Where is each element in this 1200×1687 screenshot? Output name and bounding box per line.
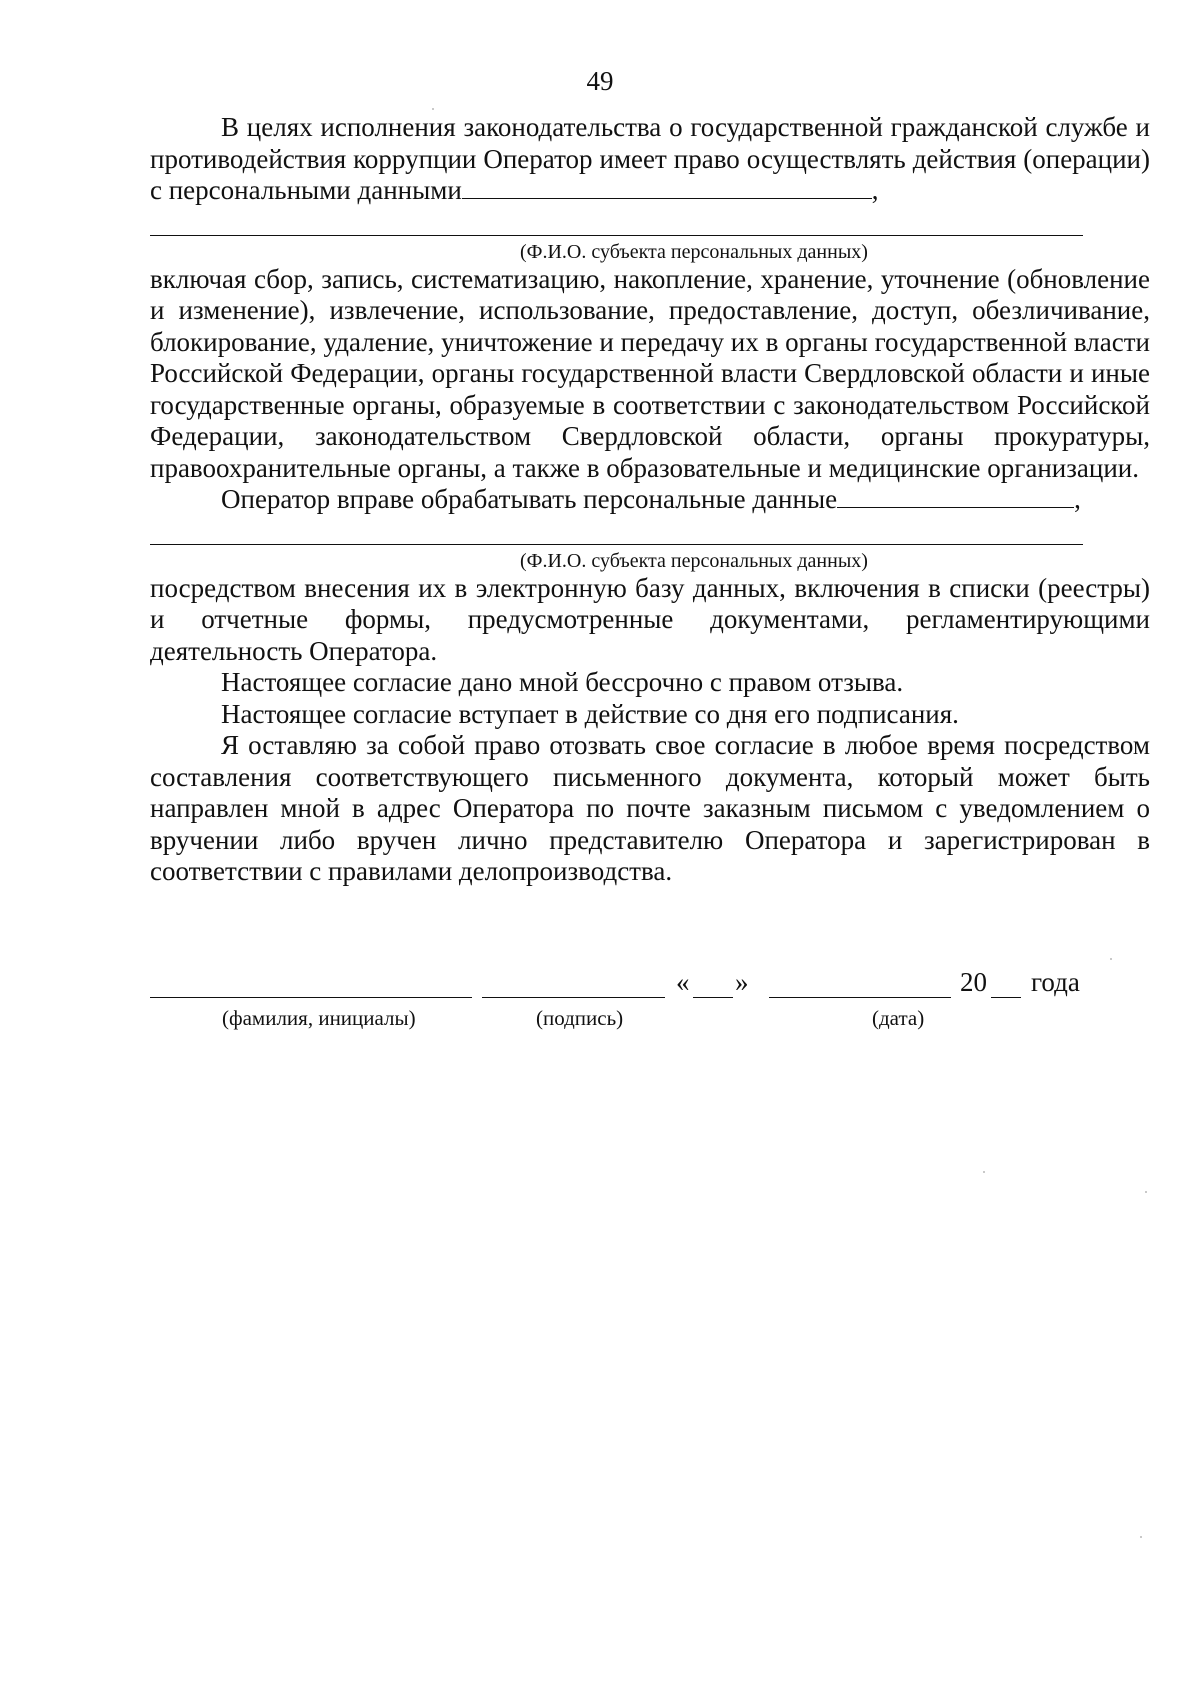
- paragraph-consent-effective: Настоящее согласие вступает в действие со дня его подписания.: [221, 698, 959, 729]
- scan-speck: [983, 1171, 985, 1173]
- signature-line[interactable]: [482, 997, 665, 998]
- paragraph-operator-rights: [150, 484, 1150, 516]
- year-line[interactable]: [991, 997, 1021, 998]
- signature-row: [150, 968, 1150, 1002]
- subject-name-line-2[interactable]: [150, 544, 1083, 545]
- year-prefix: 20: [960, 967, 987, 997]
- scan-speck: [1145, 1191, 1147, 1193]
- subject-name-blank-2[interactable]: [837, 485, 1074, 508]
- subject-name-blank[interactable]: [462, 176, 872, 199]
- quote-close: »: [735, 967, 749, 997]
- paragraph-consent-term: Настоящее согласие дано мной бессрочно с правом отзыва.: [221, 667, 904, 697]
- scan-speck: [432, 108, 434, 110]
- paragraph-operator-rights-text: Оператор вправе обрабатывать персональные данные: [221, 484, 838, 514]
- caption-signature: (подпись): [536, 1006, 624, 1030]
- caption-subject-fio: (Ф.И.О. субъекта персональных данных): [520, 240, 868, 263]
- page-number: 49: [586, 66, 614, 96]
- paragraph-purpose-text: В целях исполнения законодательства о государственной гражданской службе и противодействия коррупции Оператор имеет право осуществлять действия (операции) с персональными данными: [150, 112, 1150, 205]
- scan-speck: [1140, 1536, 1142, 1538]
- quote-open: «: [676, 967, 690, 997]
- caption-subject-fio-2: (Ф.И.О. субъекта персональных данных): [520, 549, 868, 572]
- paragraph-purpose: [150, 112, 1150, 207]
- caption-date: (дата): [872, 1006, 925, 1030]
- paragraph-actions: включая сбор, запись, систематизацию, накопление, хранение, уточнение (обновление и изменение), извлечение, использование, предоставление, доступ, обезличивание, блокирование, удаление, уничтожение и передачу их в органы государственной власти Российской Федерации, органы государственной власти Свердловской области и иные государственные органы, образуемые в соответствии с законодательством Российской Федерации, законодательством Свердловской области, органы прокуратуры, правоохранительные органы, а также в образовательные и медицинские организации.: [150, 263, 1150, 483]
- document-body: [150, 112, 1150, 888]
- scan-speck: [1110, 958, 1112, 960]
- name-initials-line[interactable]: [150, 997, 472, 998]
- paragraph-processing-means: посредством внесения их в электронную базу данных, включения в списки (реестры) и отчетные формы, предусмотренные документами, регламентирующими деятельность Оператора.: [150, 572, 1150, 666]
- day-line[interactable]: [693, 997, 733, 998]
- subject-name-line[interactable]: [150, 235, 1083, 236]
- year-label: года: [1031, 967, 1080, 997]
- punctuation-comma-2: ,: [1074, 484, 1081, 514]
- punctuation-comma: ,: [871, 175, 879, 205]
- month-line[interactable]: [769, 997, 951, 998]
- signature-block: [150, 968, 1150, 1038]
- caption-name-initials: (фамилия, инициалы): [222, 1006, 416, 1030]
- paragraph-revocation: Я оставляю за собой право отозвать свое согласие в любое время посредством составления соответствующего письменного документа, который может быть направлен мной в адрес Оператора по почте заказным письмом с уведомлением о вручении либо вручен лично представителю Оператора и зарегистрирован в соответствии с правилами делопроизводства.: [150, 730, 1150, 886]
- signature-captions: [150, 1002, 1150, 1032]
